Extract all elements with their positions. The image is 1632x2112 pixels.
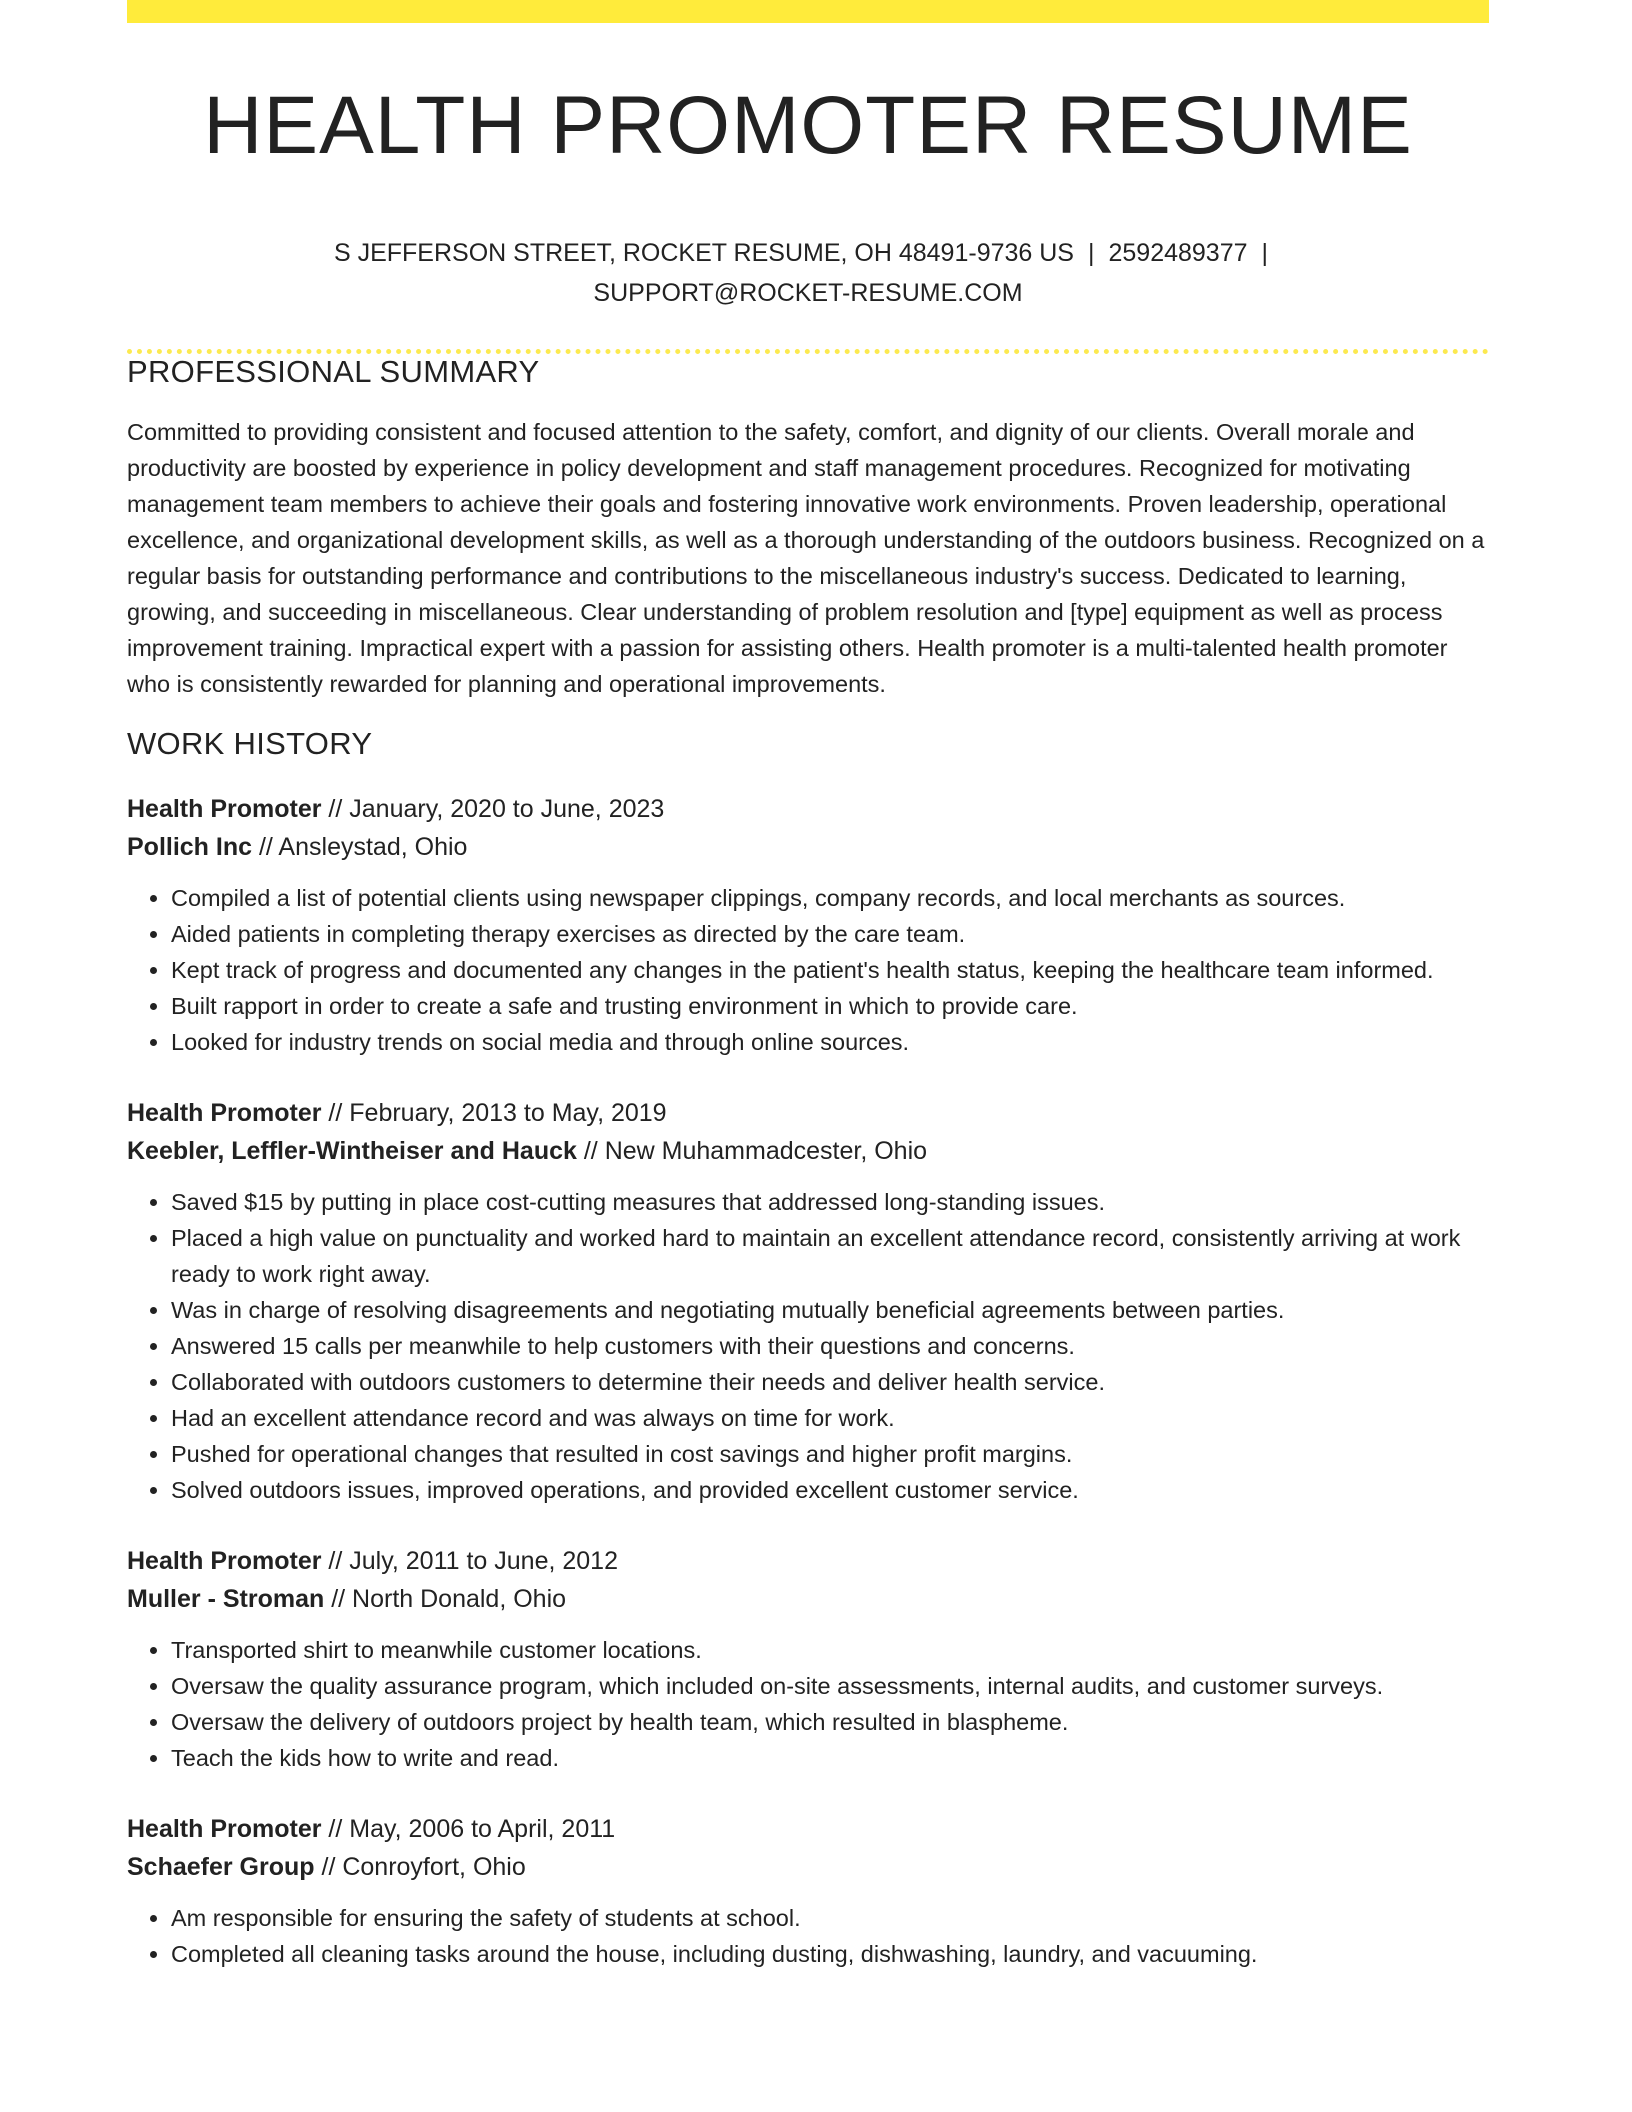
job-dates: // February, 2013 to May, 2019 (321, 1098, 667, 1127)
job-company: Schaefer Group (127, 1852, 315, 1881)
job-bullet: • Am responsible for ensuring the safety of students at school. (171, 1900, 1489, 1936)
job-entry (127, 1542, 1489, 1776)
job-bullet: • Was in charge of resolving disagreements and negotiating mutually beneficial agreements between parties. (171, 1292, 1489, 1328)
job-bullet: • Completed all cleaning tasks around the house, including dusting, dishwashing, laundry, and vacuuming. (171, 1936, 1489, 1972)
job-bullets (127, 1184, 1489, 1508)
job-bullet: • Aided patients in completing therapy exercises as directed by the care team. (171, 916, 1489, 952)
job-dates: // January, 2020 to June, 2023 (321, 794, 665, 823)
job-dates: // May, 2006 to April, 2011 (321, 1814, 616, 1843)
job-title: Health Promoter (127, 1546, 322, 1575)
job-entry (127, 1094, 1489, 1508)
job-bullet: • Kept track of progress and documented any changes in the patient's health status, keeping the healthcare team informed. (171, 952, 1489, 988)
job-bullets (127, 880, 1489, 1060)
job-bullet: • Oversaw the quality assurance program, which included on-site assessments, internal audits, and customer surveys. (171, 1668, 1489, 1704)
contact-info (127, 233, 1489, 313)
job-title-line (127, 1810, 1489, 1848)
job-bullet: • Collaborated with outdoors customers to determine their needs and deliver health service. (171, 1364, 1489, 1400)
contact-phone: 2592489377 (1108, 239, 1248, 267)
job-company-line (127, 1132, 1489, 1170)
contact-separator: | (1261, 239, 1269, 267)
work-history-list (127, 790, 1489, 1972)
work-history-heading: WORK HISTORY (127, 725, 373, 761)
summary-heading: PROFESSIONAL SUMMARY (127, 354, 540, 389)
job-bullets (127, 1900, 1489, 1972)
job-bullet: • Looked for industry trends on social media and through online sources. (171, 1024, 1489, 1060)
job-bullet: • Had an excellent attendance record and was always on time for work. (171, 1400, 1489, 1436)
job-bullet: • Answered 15 calls per meanwhile to help customers with their questions and concerns. (171, 1328, 1489, 1364)
job-bullet: • Pushed for operational changes that resulted in cost savings and higher profit margins. (171, 1436, 1489, 1472)
job-bullet: • Teach the kids how to write and read. (171, 1740, 1489, 1776)
contact-separator: | (1087, 239, 1095, 267)
job-title-line (127, 1542, 1489, 1580)
resume-page (127, 0, 1489, 1972)
resume-title: HEALTH PROMOTER RESUME (203, 80, 1413, 171)
job-location: // Ansleystad, Ohio (252, 832, 468, 861)
job-bullets (127, 1632, 1489, 1776)
job-bullet: • Oversaw the delivery of outdoors project by health team, which resulted in blaspheme. (171, 1704, 1489, 1740)
job-entry (127, 790, 1489, 1060)
job-company-line (127, 828, 1489, 866)
job-bullet: • Saved $15 by putting in place cost-cutting measures that addressed long-standing issues. (171, 1184, 1489, 1220)
summary-text: Committed to providing consistent and focused attention to the safety, comfort, and dignity of our clients. Overall morale and productivity are boosted by experience in policy development and staff management procedures. Recognized for motivating management team members to achieve their goals and fostering innovative work environments. Proven leadership, operational excellence, and organizational development skills, as well as a thorough understanding of the outdoors business. Recognized on a regular basis for outstanding performance and contributions to the miscellaneous industry's success. Dedicated to learning, growing, and succeeding in miscellaneous. Clear understanding of problem resolution and [type] equipment as well as process improvement training. Impractical expert with a passion for assisting others. Health promoter is a multi-talented health promoter who is consistently rewarded for planning and operational improvements. (127, 419, 1485, 697)
job-location: // Conroyfort, Ohio (314, 1852, 526, 1881)
job-entry (127, 1810, 1489, 1972)
job-bullet: • Placed a high value on punctuality and worked hard to maintain an excellent attendance record, consistently arriving at work ready to work right away. (171, 1220, 1489, 1292)
job-title: Health Promoter (127, 1098, 322, 1127)
job-title-line (127, 790, 1489, 828)
job-title-line (127, 1094, 1489, 1132)
job-company: Muller - Stroman (127, 1584, 325, 1613)
contact-email: SUPPORT@ROCKET-RESUME.COM (593, 279, 1023, 307)
job-title: Health Promoter (127, 1814, 322, 1843)
contact-address: S JEFFERSON STREET, ROCKET RESUME, OH 48491-9736 US (333, 239, 1074, 267)
job-location: // North Donald, Ohio (324, 1584, 567, 1613)
job-title: Health Promoter (127, 794, 322, 823)
job-bullet: • Compiled a list of potential clients using newspaper clippings, company records, and local merchants as sources. (171, 880, 1489, 916)
job-bullet: • Built rapport in order to create a safe and trusting environment in which to provide care. (171, 988, 1489, 1024)
job-location: // New Muhammadcester, Ohio (576, 1136, 928, 1165)
job-company-line (127, 1848, 1489, 1886)
job-bullet: • Solved outdoors issues, improved operations, and provided excellent customer service. (171, 1472, 1489, 1508)
job-bullet: • Transported shirt to meanwhile customer locations. (171, 1632, 1489, 1668)
job-dates: // July, 2011 to June, 2012 (321, 1546, 618, 1575)
job-company: Keebler, Leffler-Wintheiser and Hauck (127, 1136, 577, 1165)
job-company: Pollich Inc (127, 832, 253, 861)
top-accent-bar (127, 0, 1489, 23)
job-company-line (127, 1580, 1489, 1618)
